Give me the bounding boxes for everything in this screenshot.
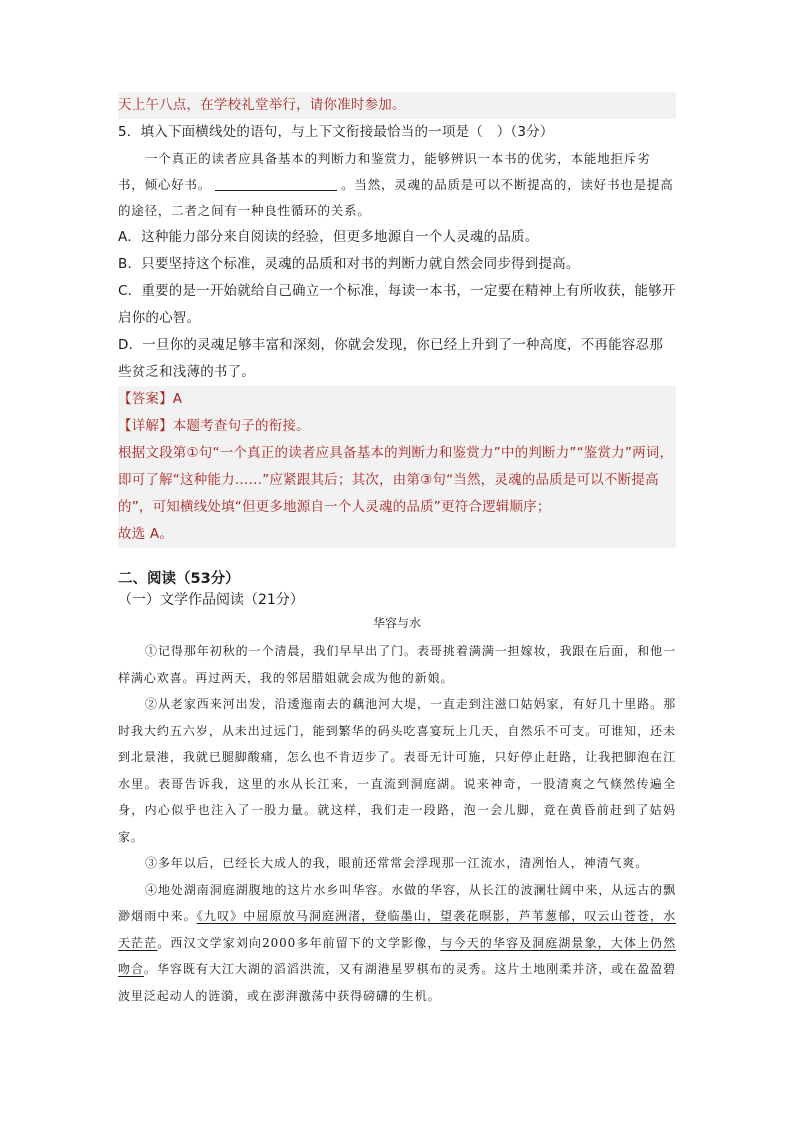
essay-paragraph-1: ①记得那年初秋的一个清晨，我们早早出了门。表哥挑着满满一担嫁妆，我跟在后面，和他一样满心欢喜。再过两天，我的邻居腊姐就会成为他的新娘。 [118,644,676,685]
previous-answer-tail: 天上午八点，在学校礼堂举行，请你准时参加。 [118,92,676,119]
p4-part-b: 。西汉文学家刘向2000多年前留下的文学影像， [157,935,441,950]
document-page [118,92,676,1009]
essay-body [118,638,676,1009]
option-d: D．一旦你的灵魂足够丰富和深刻，你就会发现，你已经上升到了一种高度，不再能容忍那些贫乏和浅薄的书了。 [118,337,663,380]
passage-part-2: 。当然，灵魂的品质是可以不断提高的，读好书也是提高的途径，二者之间有一种良性循环的关系。 [118,177,674,218]
passage-part-1: 一个真正的读者应具备基本的判断力和鉴赏力，能够辨识一本书的优劣，本能地拒斥劣书，倾心好书。 [118,151,651,192]
question-5-stem: 5．填入下面横线处的语句，与上下文衔接最恰当的一项是（ ）（3分） [118,124,554,140]
p4-underlined-2: 与今天的华容及洞庭湖景象，大体上仍然吻合 [118,935,677,976]
answer-block [118,386,676,548]
essay-paragraph-2: ②从老家西来河出发，沿逶迤南去的藕池河大堤，一直走到注滋口姑妈家，有好几十里路。那时我大约五六岁，从未出过远门，能到繁华的码头吃喜宴玩上几天，自然乐不可支。可谁知，还未到北景港，我就已腿脚酸痛，怎么也不肯迈步了。表哥无计可施，只好停止赶路，让我把脚泡在江水里。表哥告诉我，这里的水从长江来，一直流到洞庭湖。说来神奇，一股清爽之气倏然传遍全身，内心似乎也注入了一股力量。就这样，我们走一段路，泡一会儿脚，竟在黄昏前赶到了姑妈家。 [118,697,676,844]
p4-part-a: ④地处湖南洞庭湖腹地的这片水乡叫华容。水做的华容，从长江的波澜壮阔中来，从远古的飘渺烟雨中来。 [118,882,676,923]
section-title: 二、阅读（53分） [118,571,240,587]
option-b: B．只要坚持这个标准，灵魂的品质和对书的判断力就自然会同步得到提高。 [118,256,580,272]
p4-part-c: 。华容既有大江大湖的滔滔洪流，又有湖港星罗棋布的灵秀。这片土地刚柔并济，或在盈盈碧波里泛起动人的涟漪，或在澎湃激荡中获得磅礴的生机。 [118,962,676,1003]
section-subtitle: （一）文学作品阅读（21分） [118,592,304,608]
question-5-passage [118,146,676,224]
detail-head: 【详解】本题考查句子的衔接。 [118,418,310,434]
detail-body: 根据文段第①句“一个真正的读者应具备基本的判断力和鉴赏力”中的判断力”“鉴赏力”两词，即可了解“这种能力……”应紧跟其后；其次，由第③句“当然，灵魂的品质是可以不断提高的”，可知横线处填“但更多地源自一个人灵魂的品质”更符合逻辑顺序； [118,445,674,515]
option-a: A．这种能力部分来自阅读的经验，但更多地源自一个人灵魂的品质。 [118,229,539,245]
fill-blank-line [215,176,337,191]
essay-paragraph-3: ③多年以后，已经长大成人的我，眼前还常常会浮现那一江流水，清冽怡人，神清气爽。 [145,856,649,870]
answer-label: 【答案】A [118,391,183,407]
essay-paragraph-4 [118,877,676,1010]
p4-underlined-1: 《九叹》中屈原放马洞庭洲渚，登临墨山，望袭花暝影，芦苇葱郁，叹云山苍苍，水天茫茫 [118,909,676,950]
option-c: C．重要的是一开始就给自己确立一个标准，每读一本书，一定要在精神上有所收获，能够开启你的心智。 [118,283,676,326]
conclusion: 故选 A。 [118,526,174,542]
essay-title: 华容与水 [372,616,421,630]
